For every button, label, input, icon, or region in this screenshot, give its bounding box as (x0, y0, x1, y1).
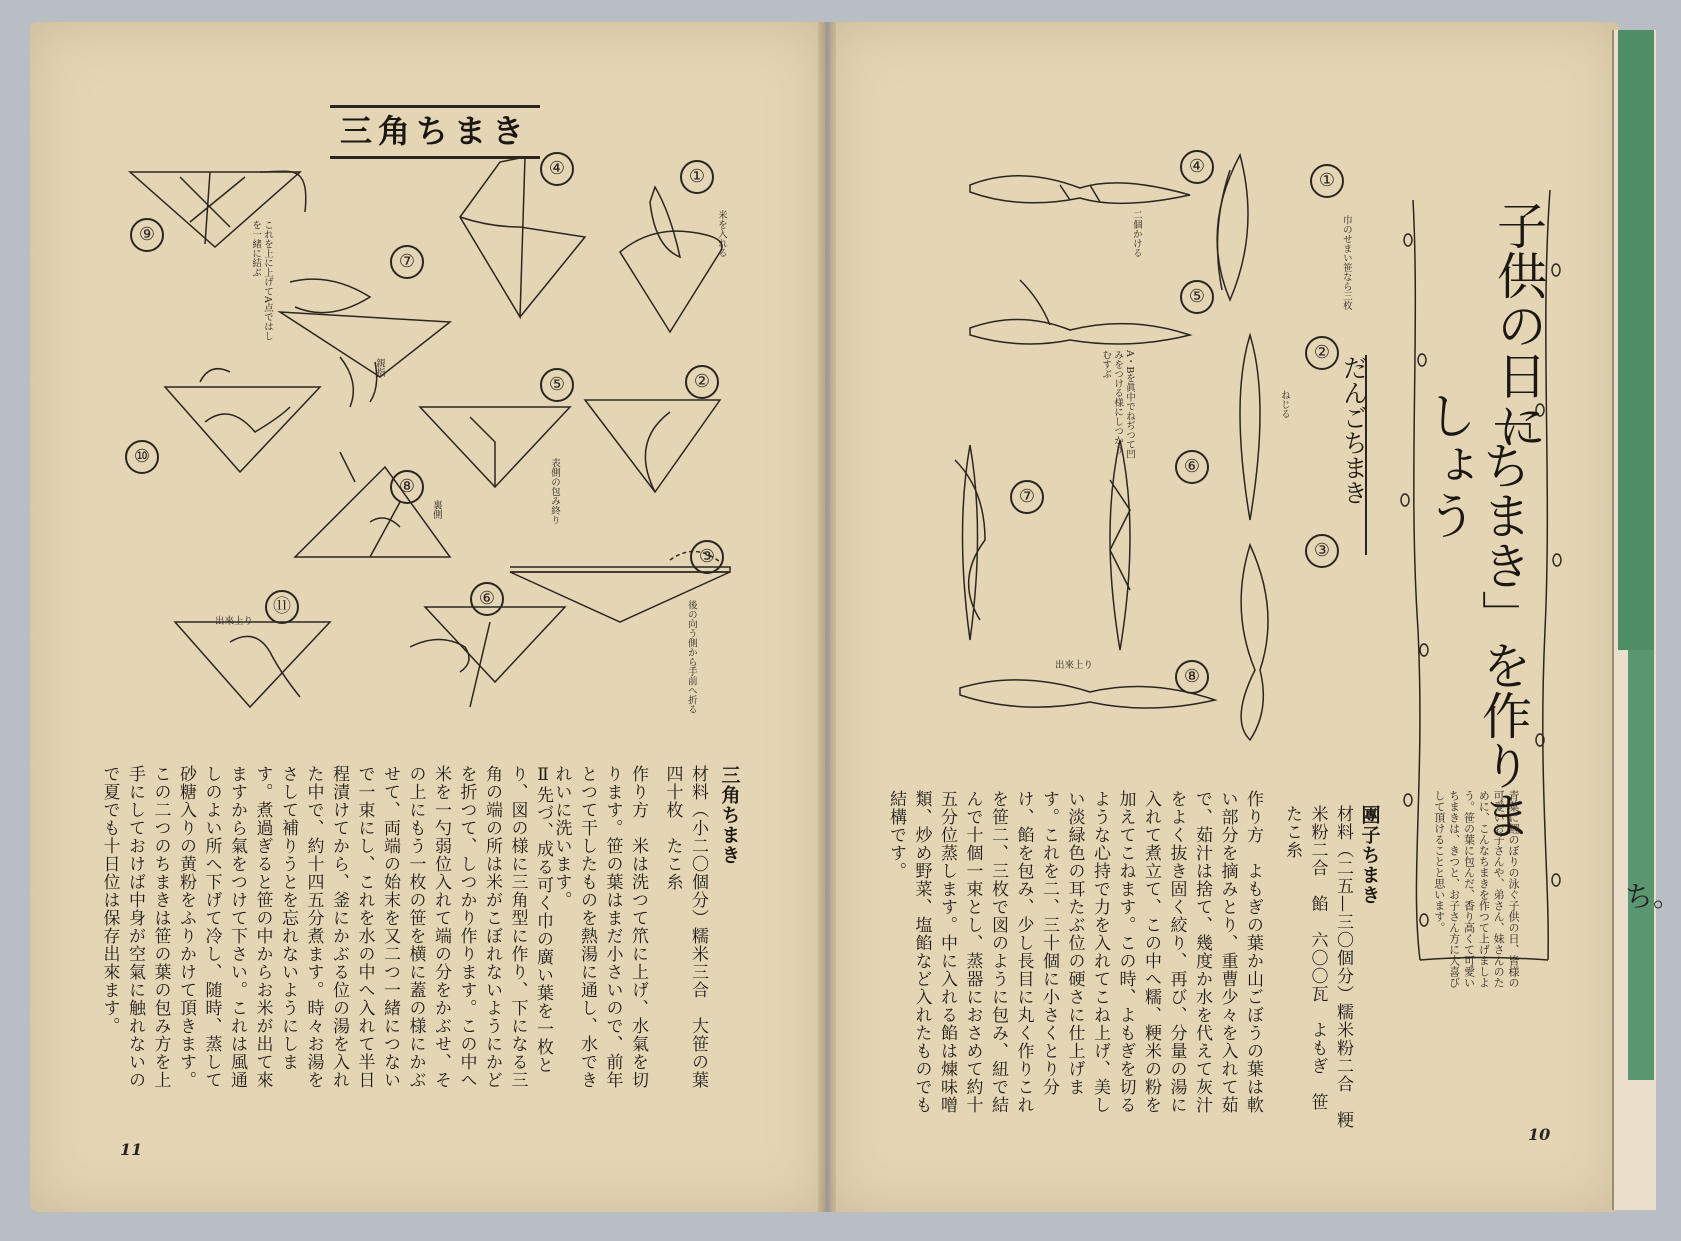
step-number: ③ (1305, 534, 1339, 568)
step-4-dumpling (970, 176, 1190, 204)
step-number: ⑤ (1180, 280, 1214, 314)
step-number: ⑪ (265, 590, 299, 624)
cover-green-panel (1618, 30, 1654, 650)
step-7-dumpling (955, 445, 985, 640)
step-number: ⑦ (390, 245, 424, 279)
step-number: ⑧ (1175, 660, 1209, 694)
step-number: ② (685, 365, 719, 399)
step-11-drawing (175, 622, 330, 707)
left-recipe-body: Ⅱ先づ、成る可く巾の廣い葉を一枚とり、図の様に三角型に作り、下になる三角の端の所は米がこぼれないようにかどを折つて、しつかり作ります。この中へ米を一勺弱位入れて端の分をかぶせ、その上にもう一枚の笹を横に蓋の様にかぶせて、両端の始末を又二つ一緒につないで一束にし、これを水の中へ入れて半日程漬けてから、釜にかぶる位の湯を入れた中で、約十四五分煮ます。時々お湯をさして補りうとを忘れないようにします。煮過ぎると笹の中からお米が出て來ますから氣をつけて下さい。これは風通しのよい所へ下げて冷し、随時、蒸して砂糖入りの黄粉をふりかけて頂きます。この二つのちまきは笹の葉の包み方を上手にしておけば中身が空氣に触れないので夏でも十日位は保存出來ます。 (99, 765, 553, 1089)
step-3-dumpling (1241, 545, 1268, 740)
step-number: ④ (540, 152, 574, 186)
caption-twist: ねじる (1278, 390, 1290, 419)
step-number: ① (680, 160, 714, 194)
caption-tie-note: これを上に上げてA点ではしを一緒に結ぶ (250, 220, 273, 341)
caption-thumb: 親指 (373, 358, 385, 377)
step-number: ② (1305, 336, 1339, 370)
caption-wide-leaf: 巾のせまい笹なら三枚 (1340, 215, 1352, 310)
right-page-number: 10 (1528, 1125, 1551, 1144)
left-page-title: 三角ちまき (339, 112, 530, 150)
step-number: ③ (690, 540, 724, 574)
caption-rice-in: 米を入れる (715, 210, 727, 258)
left-recipe-heading: 三角ちまき (718, 765, 741, 865)
step-5-dumpling (970, 280, 1190, 344)
right-title-line-2: 「ちまき」を作りましょう (1419, 390, 1532, 840)
step-1-drawing (620, 187, 722, 332)
right-intro-text: 青葉に鯉のぼりの泳ぐ子供の日、皆様の可愛いお子さんや、弟さん、妹さんのために、こんなちまきを作つて上げましよう。笹の葉に包んだ、香り高くて可愛いちまきは、きつと、お子さん方に大喜びして頂けることと思います。 (1432, 790, 1520, 988)
caption-done-right: 出來上り (1055, 660, 1094, 671)
step-number: ⑦ (1010, 480, 1044, 514)
caption-front-wrap: 表側の包み終り (549, 458, 560, 525)
right-recipe-heading: 團子ちまき (1358, 805, 1381, 905)
step-8-drawing (295, 452, 450, 557)
caption-fold-back: 後の向う側から手前へ折る (685, 600, 697, 714)
step-number: ⑥ (1175, 450, 1209, 484)
left-page-number: 11 (120, 1140, 143, 1159)
step-6-drawing (410, 607, 565, 707)
caption-done-left: 出來上り (215, 616, 254, 627)
step-number: ⑩ (125, 440, 159, 474)
right-title-line-1: 子供の日に (1489, 200, 1547, 450)
step-1-dumpling (1217, 155, 1248, 300)
step-number: ⑧ (390, 470, 424, 504)
step-6-dumpling (1110, 440, 1130, 650)
cover-text-fragment: ち。 (1625, 880, 1681, 913)
caption-twice: 二個かける (1130, 210, 1142, 258)
step-7-drawing (280, 279, 450, 407)
left-recipe-materials: 材料（小二〇個分）糯米三合 大笹の葉 四十枚 たこ糸 (662, 765, 708, 1089)
right-subtitle: だんごちまき (1339, 355, 1369, 505)
caption-back-side: 裏側 (430, 500, 442, 519)
step-number: ① (1310, 164, 1344, 198)
step-number: ④ (1180, 150, 1214, 184)
step-2-dumpling (1240, 335, 1260, 520)
right-subtitle-box (1335, 355, 1367, 555)
right-recipe-materials: 材料（二五—三〇個分）糯米粉二合 粳米粉二合 餡 六〇〇瓦 よもぎ 笹 たこ糸 (1282, 805, 1353, 1129)
right-recipe-method: 作り方 よもぎの葉か山ごぼうの葉は軟い部分を摘みとり、重曹少々を入れて茹で、茹汁は捨て、幾度か水を代えて灰汁をよく抜き固く絞り、再び、分量の湯に入れて煮立て、この中へ糯、粳米の粉を加えてこねます。この時、よもぎを切るような心持で力を入れてこね上げ、美しい淡緑色の耳たぶ位の硬さに仕上げます。これを二、三十個に小さくとり分け、餡を包み、少し長目に丸く作りこれを笹二、三枚で図のように包み、紐で結んで十個一束とし、蒸器におさめて約十五分位蒸します。中に入れる餡は煉味噌類、炒め野菜、塩餡など入れたものでも結構です。 (886, 790, 1263, 1114)
step-number: ⑨ (130, 218, 164, 252)
step-2-drawing (585, 400, 720, 492)
cover-green-panel-lower (1628, 650, 1654, 1080)
step-number: ⑤ (540, 368, 574, 402)
step-number: ⑥ (470, 582, 504, 616)
left-recipe-method: 作り方 米は洗つて笊に上げ、水氣を切ります。笹の葉はまだ小さいので、前年とつて干したものを熱湯に通し、水できれいに洗います。 (551, 765, 648, 1089)
caption-ab-note: A・Bを眞中でねぢつて凹みをつける様にしつかりむすぶ (1100, 350, 1135, 459)
step-10-drawing (165, 369, 320, 472)
